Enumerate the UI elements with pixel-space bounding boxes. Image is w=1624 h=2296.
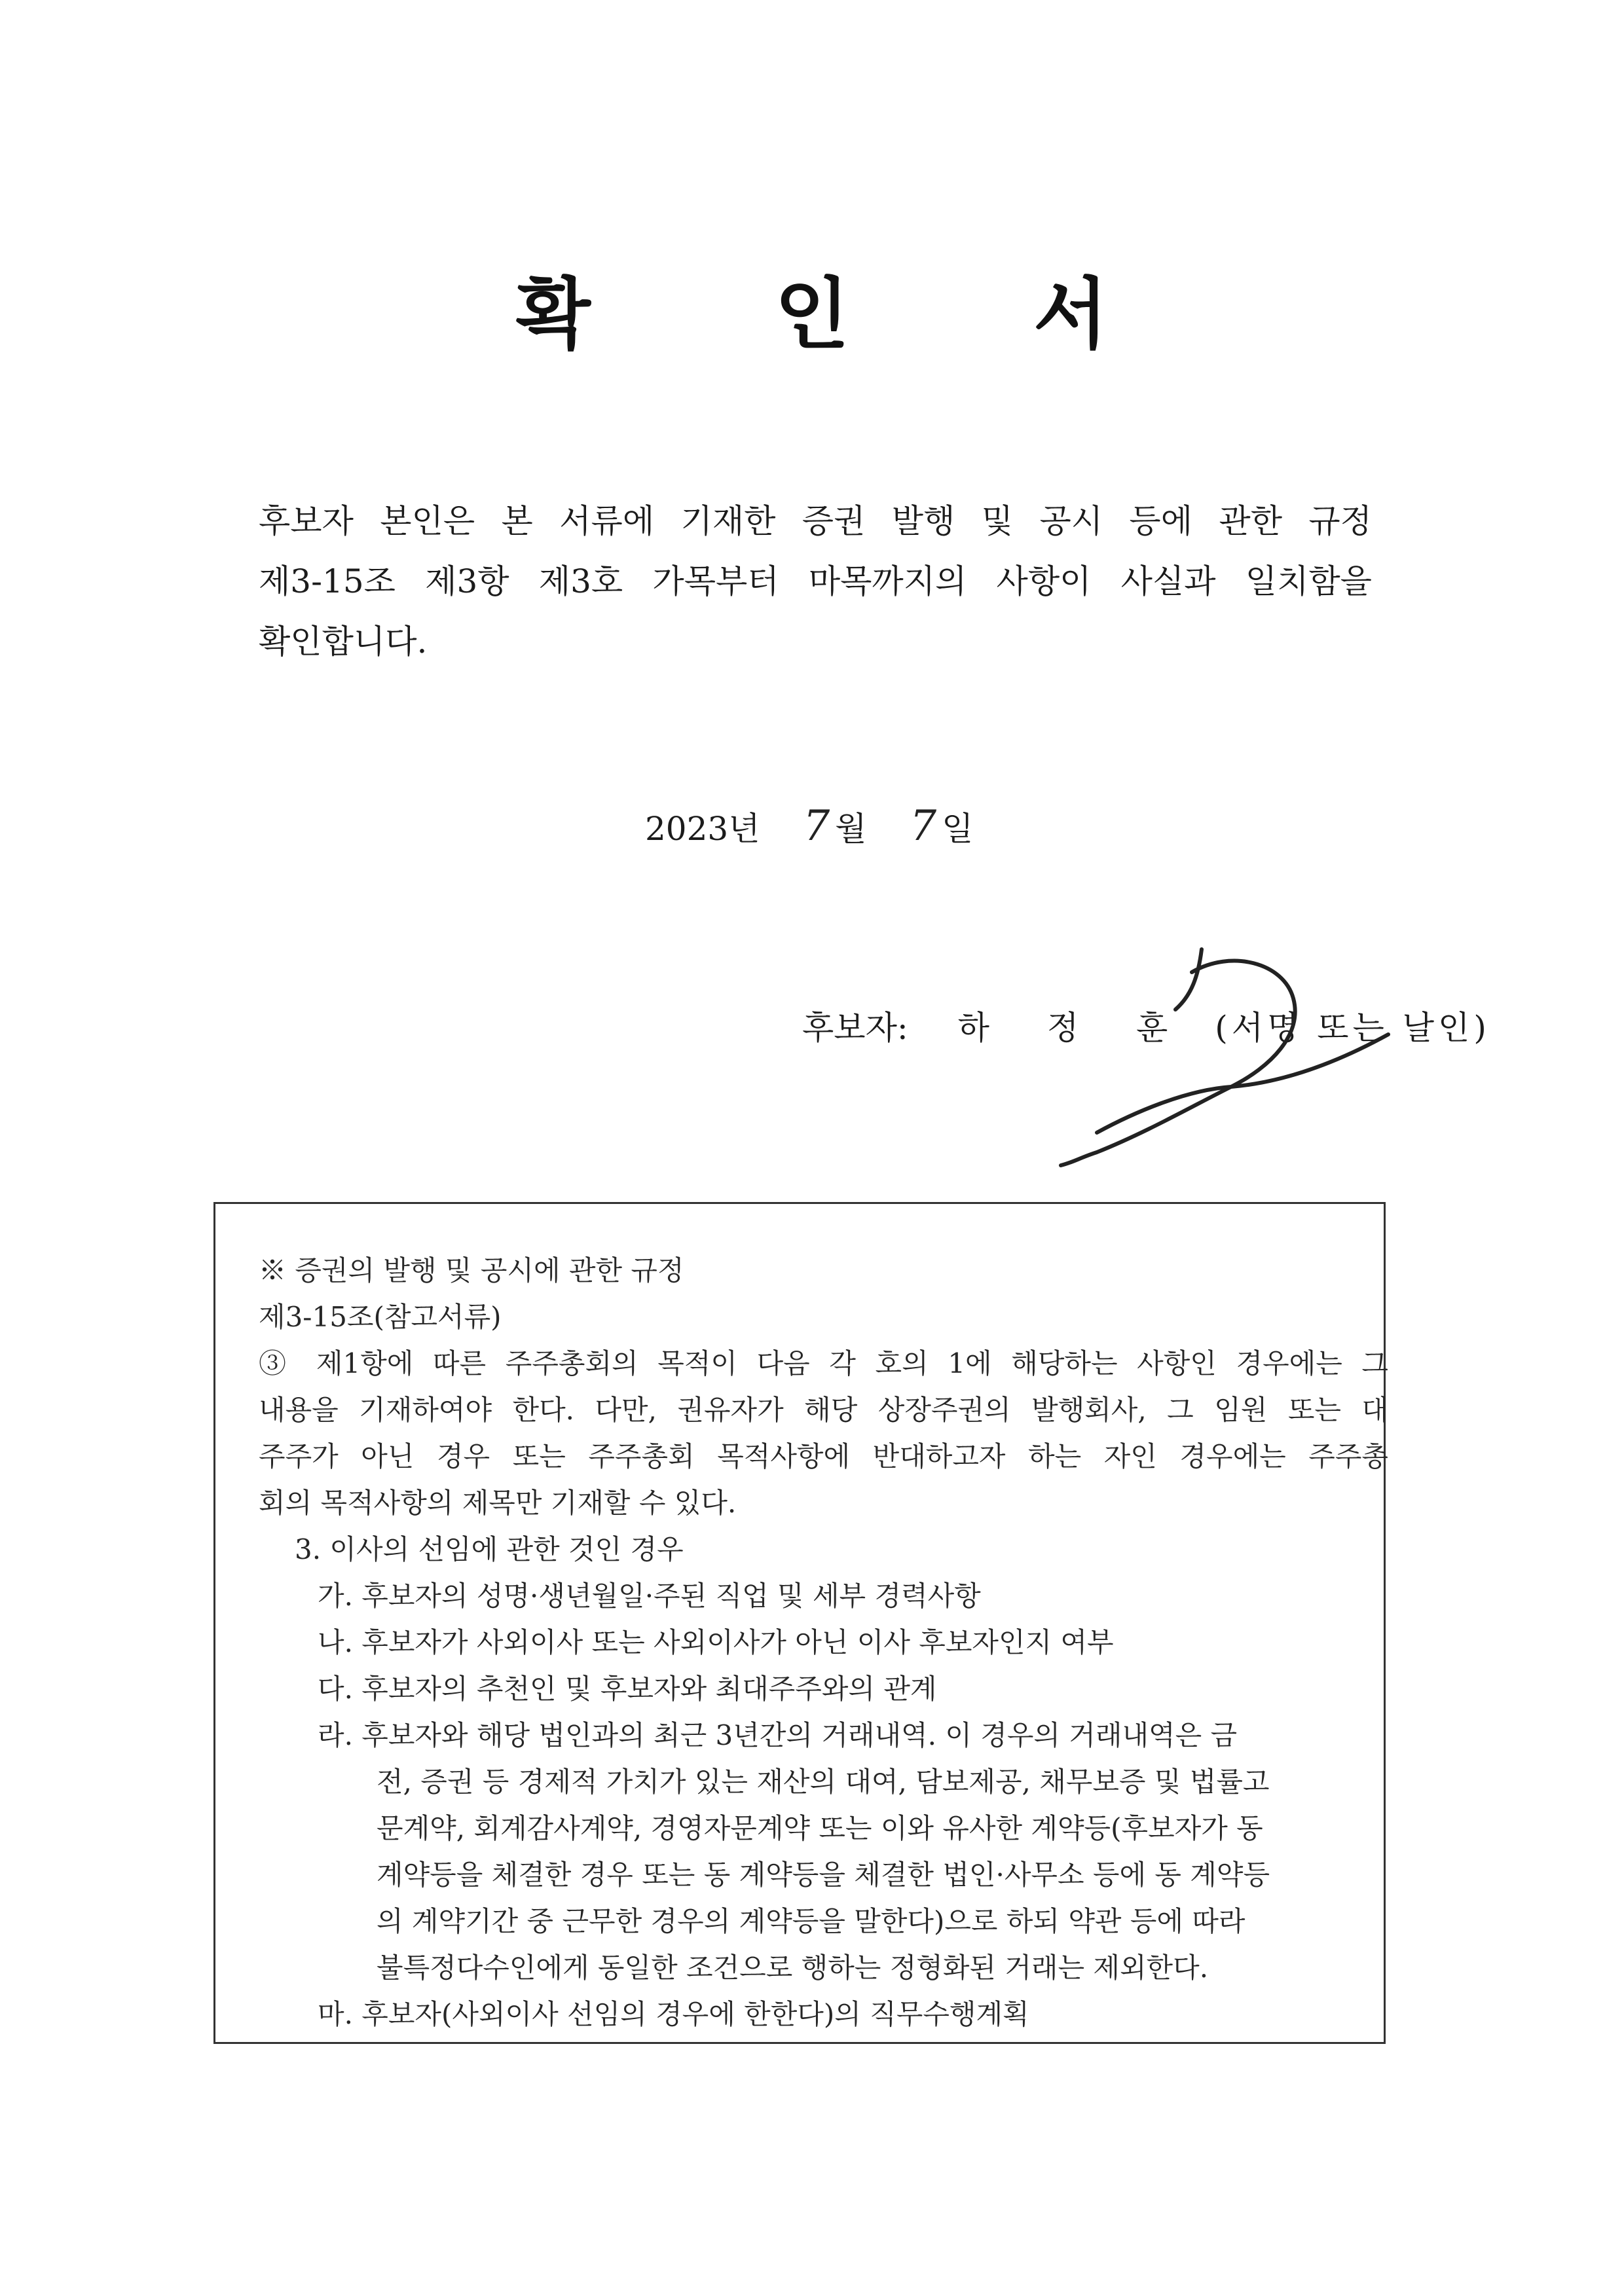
reference-sub-item: 다. 후보자의 추천인 및 후보자와 최대주주와의 관계: [318, 1673, 937, 1705]
reference-item-3: 3. 이사의 선임에 관한 것인 경우: [295, 1533, 684, 1565]
reference-sub-item-cont: 전, 증권 등 경제적 가치가 있는 재산의 대여, 담보제공, 채무보증 및 법률고: [377, 1766, 1270, 1798]
date-day-handwritten: 7: [910, 802, 937, 850]
reference-sub-item: 마. 후보자(사외이사 선임의 경우에 한한다)의 직무수행계획: [318, 1998, 1029, 2030]
signature-stroke: [1061, 949, 1388, 1165]
reference-article: 제3-15조(참고서류): [259, 1301, 502, 1333]
signature-note: (서명 또는 날인): [1215, 1009, 1490, 1047]
reference-paragraph-line: 주주가 아닌 경우 또는 주주총회 목적사항에 반대하고자 하는 자인 경우에는 주주총: [259, 1440, 1388, 1472]
reference-heading: ※ 증권의 발행 및 공시에 관한 규정: [259, 1254, 684, 1286]
document-title: 확 인 서: [515, 269, 1187, 359]
candidate-label: 후보자:: [802, 1009, 908, 1047]
reference-paragraph-line: 내용을 기재하여야 한다. 다만, 권유자가 해당 상장주권의 발행회사, 그 임원 또는 대: [259, 1394, 1388, 1426]
reference-sub-item-cont: 계약등을 체결한 경우 또는 동 계약등을 체결한 법인·사무소 등에 동 계약등: [377, 1859, 1270, 1891]
declaration-paragraph: [259, 491, 1372, 672]
candidate-name: 하 정 훈: [957, 1009, 1192, 1047]
reference-paragraph-line: 회의 목적사항의 제목만 기재할 수 있다.: [259, 1487, 737, 1519]
declaration-line: 후보자 본인은 본 서류에 기재한 증권 발행 및 공시 등에 관한 규정: [259, 502, 1372, 540]
reference-text: [259, 1247, 1388, 2037]
date-year: 2023년: [645, 810, 760, 848]
handwritten-signature: [1035, 936, 1414, 1172]
reference-paragraph-line: ③ 제1항에 따른 주주총회의 목적이 다음 각 호의 1에 해당하는 사항인 경우에는 그: [259, 1347, 1388, 1379]
reference-sub-item: 나. 후보자가 사외이사 또는 사외이사가 아닌 이사 후보자인지 여부: [318, 1626, 1114, 1658]
date-month-unit: 월: [835, 810, 867, 848]
date-day-unit: 일: [942, 810, 974, 848]
date-line: [645, 802, 973, 850]
reference-sub-item-cont: 불특정다수인에게 동일한 조건으로 행하는 정형화된 거래는 제외한다.: [377, 1952, 1209, 1984]
reference-sub-item-cont: 의 계약기간 중 근무한 경우의 계약등을 말한다)으로 하되 약관 등에 따라: [377, 1905, 1246, 1937]
reference-sub-item-cont: 문계약, 회계감사계약, 경영자문계약 또는 이와 유사한 계약등(후보자가 동: [377, 1812, 1263, 1844]
date-month-handwritten: 7: [803, 802, 830, 850]
declaration-line: 확인합니다.: [259, 623, 428, 661]
reference-sub-item: 가. 후보자의 성명·생년월일·주된 직업 및 세부 경력사항: [318, 1580, 981, 1612]
declaration-line: 제3-15조 제3항 제3호 가목부터 마목까지의 사항이 사실과 일치함을: [259, 562, 1372, 600]
reference-sub-item: 라. 후보자와 해당 법인과의 최근 3년간의 거래내역. 이 경우의 거래내역은 금: [318, 1719, 1238, 1751]
